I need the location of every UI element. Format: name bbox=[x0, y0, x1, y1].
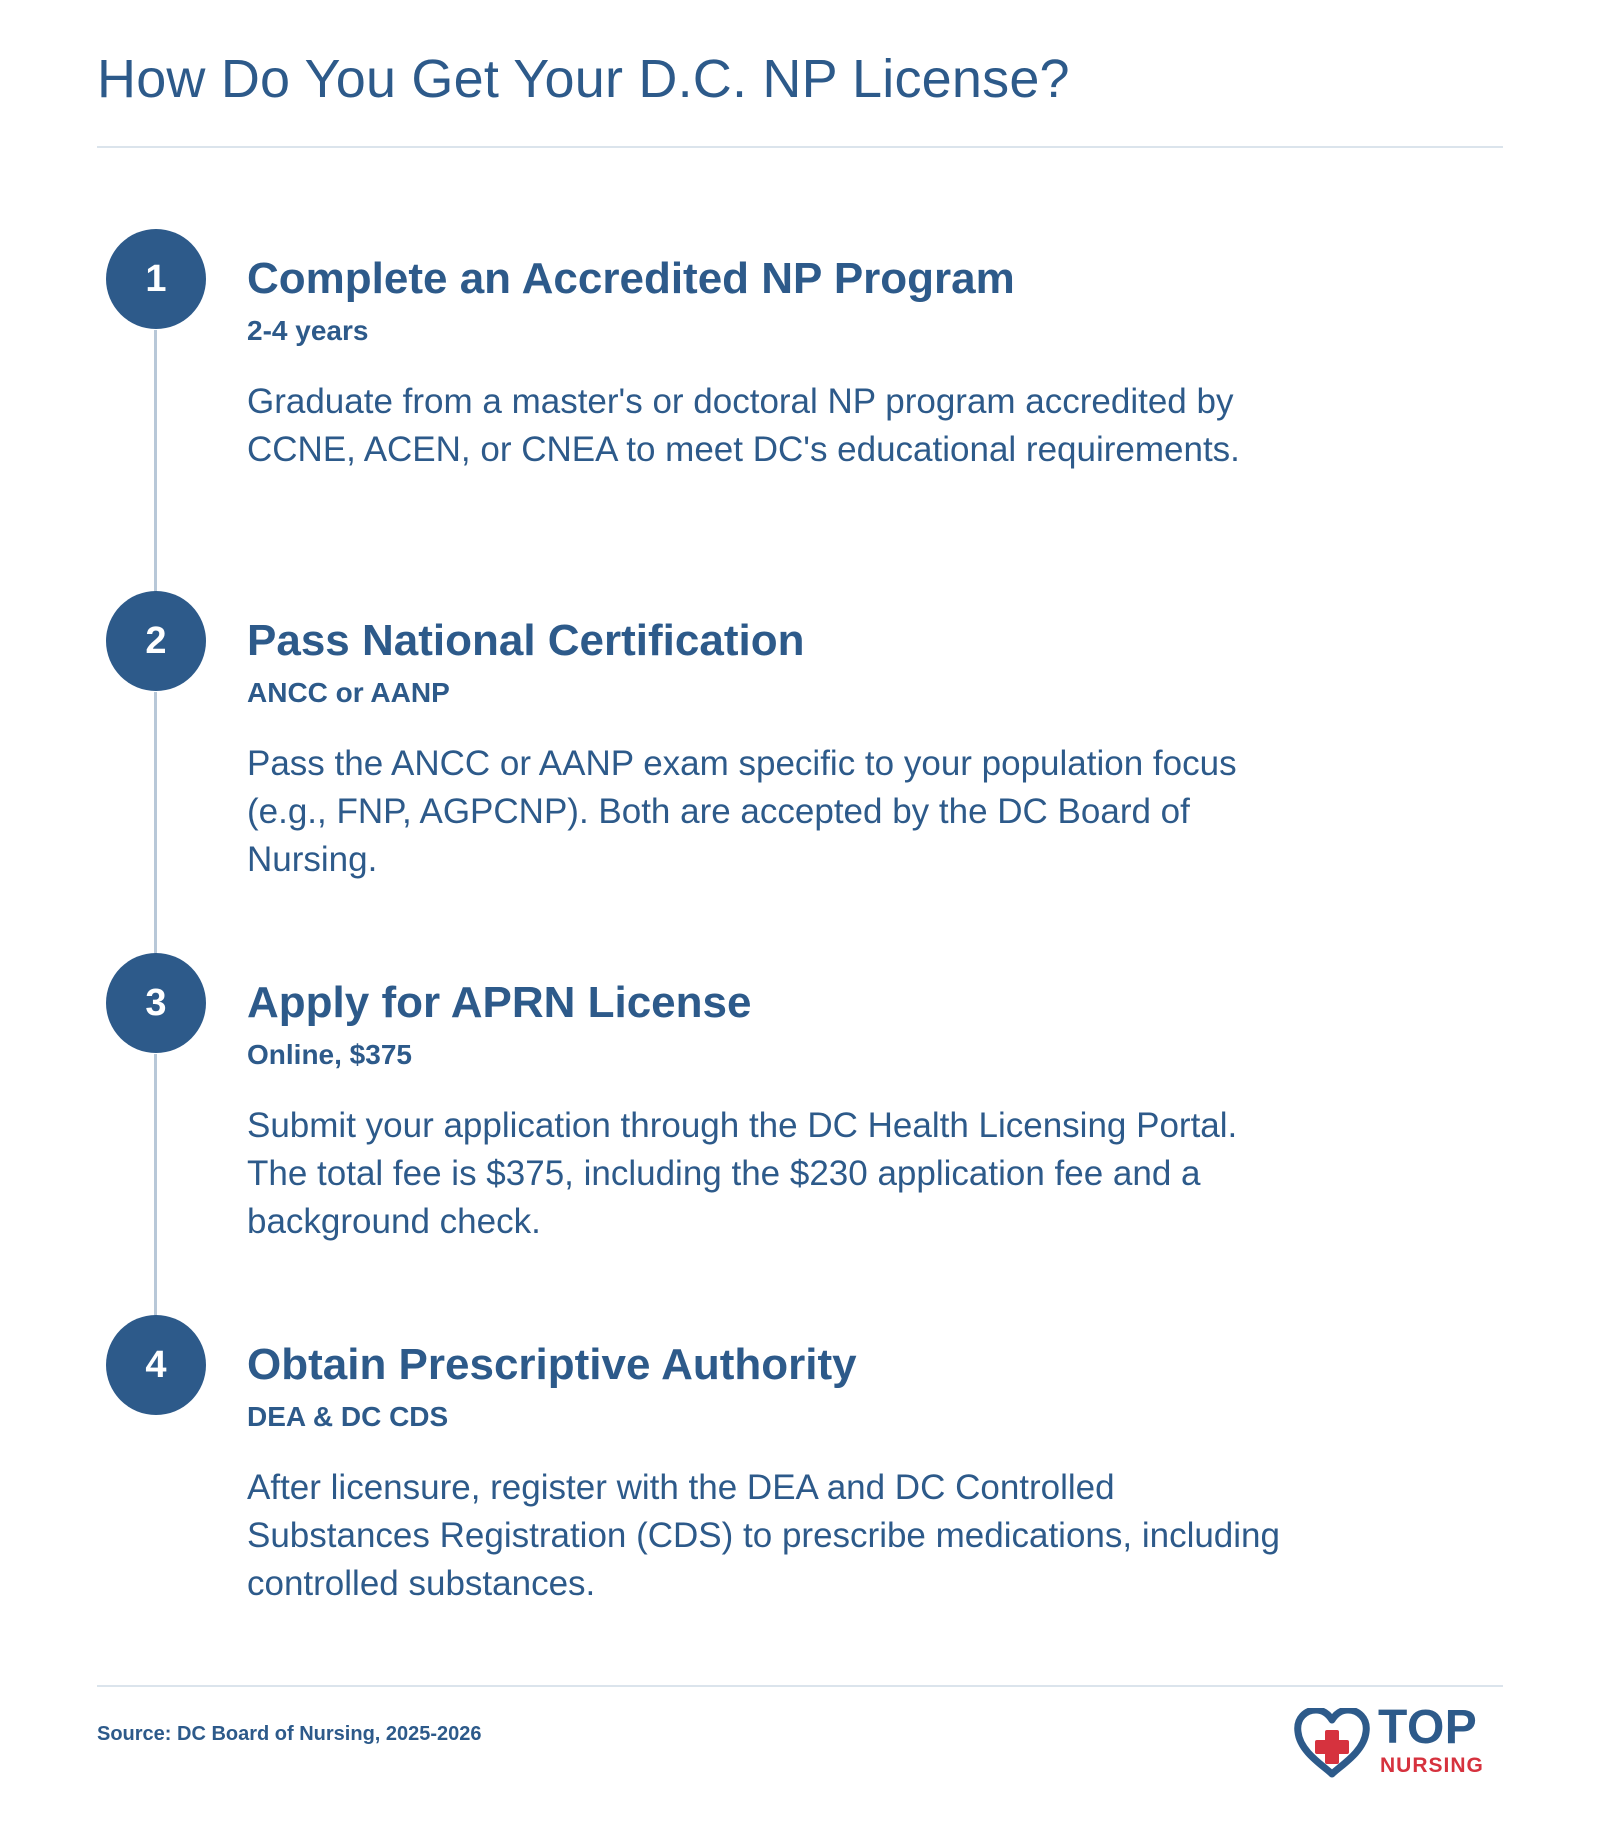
logo-word-nursing: NURSING bbox=[1380, 1754, 1484, 1777]
timeline-connector bbox=[154, 1054, 157, 1316]
step-description: Submit your application through the DC Health Licensing Portal. The total fee is $375, including the $230 application fee and a background check. bbox=[247, 1106, 1238, 1241]
step-number-badge: 3 bbox=[106, 953, 206, 1053]
step-title: Obtain Prescriptive Authority bbox=[247, 1340, 857, 1389]
top-nursing-logo bbox=[1294, 1701, 1506, 1780]
step-description: After licensure, register with the DEA and DC Controlled Substances Registration (CDS) to prescribe medications, including controlled substances. bbox=[247, 1468, 1280, 1603]
footer-divider bbox=[97, 1685, 1503, 1687]
step-subtitle: Online, $375 bbox=[247, 1039, 412, 1070]
heart-cross-icon bbox=[1294, 1708, 1370, 1778]
step-title: Complete an Accredited NP Program bbox=[247, 254, 1015, 303]
source-note: Source: DC Board of Nursing, 2025-2026 bbox=[97, 1723, 482, 1745]
logo-word-top: TOP bbox=[1378, 1701, 1478, 1754]
step-subtitle: ANCC or AANP bbox=[247, 677, 450, 708]
timeline-connector bbox=[154, 330, 157, 592]
step-content bbox=[247, 1337, 1327, 1608]
step-content bbox=[247, 613, 1327, 884]
step-subtitle: DEA & DC CDS bbox=[247, 1401, 449, 1432]
page-title: How Do You Get Your D.C. NP License? bbox=[97, 49, 1070, 109]
header-divider bbox=[97, 146, 1503, 148]
step-subtitle: 2-4 years bbox=[247, 315, 369, 346]
step-number-badge: 4 bbox=[106, 1315, 206, 1415]
timeline-connector bbox=[154, 692, 157, 954]
step-description: Graduate from a master's or doctoral NP program accredited by CCNE, ACEN, or CNEA to meet DC's educational requirements. bbox=[247, 382, 1240, 469]
step-content bbox=[247, 251, 1327, 474]
step-title: Pass National Certification bbox=[247, 616, 805, 665]
step-title: Apply for APRN License bbox=[247, 978, 752, 1027]
step-number-badge: 1 bbox=[106, 229, 206, 329]
step-number-badge: 2 bbox=[106, 591, 206, 691]
step-description: Pass the ANCC or AANP exam specific to your population focus (e.g., FNP, AGPCNP). Both are accepted by the DC Board of Nursing. bbox=[247, 744, 1237, 879]
step-content bbox=[247, 975, 1327, 1246]
